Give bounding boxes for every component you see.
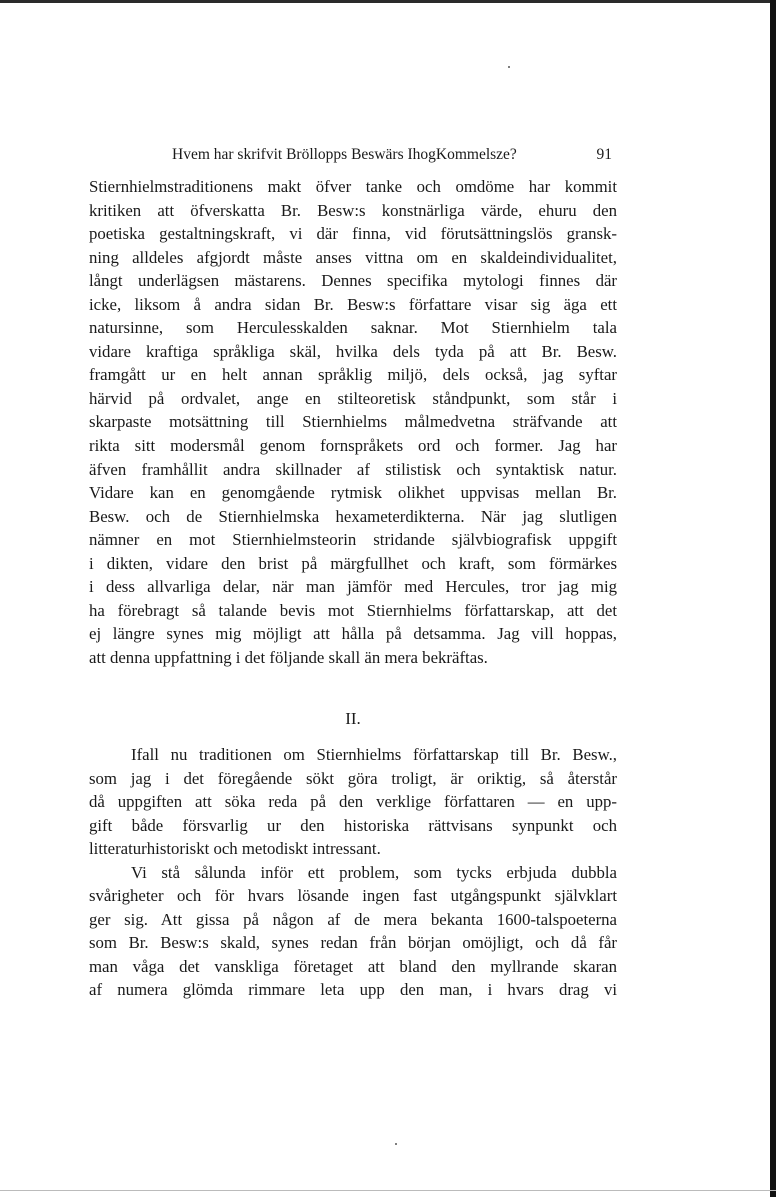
text-line: nämner en mot Stiernhielmsteorin stridande självbiografisk uppgift: [89, 530, 617, 550]
running-title: Hvem har skrifvit Bröllopps Beswärs IhogKommelsze?: [172, 146, 517, 163]
text-line: då uppgiften att söka reda på den verklige författaren — en upp-: [89, 792, 617, 812]
text-line: som jag i det föregående sökt göra troligt, är oriktig, så återstår: [89, 768, 617, 788]
text-line: icke, liksom å andra sidan Br. Besw:s författare visar sig äga ett: [89, 294, 617, 314]
page-number: 91: [596, 146, 612, 163]
paragraph-3: [89, 861, 617, 1002]
text-line: rikta sitt modersmål genom fornspråkets ord och former. Jag har: [89, 436, 617, 456]
text-line: vidare kraftiga språkliga skäl, hvilka dels tyda på att Br. Besw.: [89, 341, 617, 361]
text-line: kritiken att öfverskatta Br. Besw:s konstnärliga värde, ehuru den: [89, 200, 617, 220]
text-line: framgått ur en helt annan språklig miljö, dels också, jag syftar: [89, 365, 617, 385]
text-line: Stiernhielmstraditionens makt öfver tanke och omdöme har kommit: [89, 177, 617, 196]
text-line: litteraturhistoriskt och metodiskt intressant.: [89, 839, 381, 859]
text-line: att denna uppfattning i det följande skall än mera bekräftas.: [89, 647, 488, 667]
text-line: Besw. och de Stiernhielmska hexameterdikterna. När jag slutligen: [89, 506, 617, 526]
scan-border-bottom: [0, 1190, 776, 1191]
text-line: i dikten, vidare den brist på märgfullhet och kraft, som förmärkes: [89, 553, 617, 573]
scan-border-right: [770, 0, 776, 1197]
text-line: man våga det vanskliga företaget att bland den myllrande skaran: [89, 956, 617, 976]
scan-speck: [508, 66, 510, 68]
text-line: ger sig. Att gissa på någon af de mera bekanta 1600-talspoeterna: [89, 909, 617, 929]
text-line: Ifall nu traditionen om Stiernhielms författarskap till Br. Besw.,: [131, 745, 617, 764]
scan-border-top: [0, 0, 776, 3]
text-line: i dess allvarliga delar, när man jämför med Hercules, tror jag mig: [89, 577, 617, 597]
text-line: Vidare kan en genomgående rytmisk olikhet uppvisas mellan Br.: [89, 483, 617, 503]
text-line: långt underlägsen mästarens. Dennes specifika mytologi finnes där: [89, 271, 617, 291]
text-line: gift både försvarlig ur den historiska rättvisans synpunkt och: [89, 815, 617, 835]
section-body: [89, 743, 617, 1002]
text-line: Vi stå sålunda inför ett problem, som tycks erbjuda dubbla: [131, 862, 617, 882]
text-line: ej längre synes mig möjligt att hålla på detsamma. Jag vill hoppas,: [89, 624, 617, 644]
paragraph-1: [89, 175, 617, 669]
text-line: ha förebragt så talande bevis mot Stiernhielms författarskap, att det: [89, 600, 617, 620]
text-line: natursinne, som Herculesskalden saknar. Mot Stiernhielm tala: [89, 318, 617, 338]
text-line: ning alldeles afgjordt måste anses vittna om en skaldeindividualitet,: [89, 247, 617, 267]
text-line: svårigheter och för hvars lösande ingen fast utgångspunkt självklart: [89, 886, 617, 906]
text-line: som Br. Besw:s skald, synes redan från början omöjligt, och då får: [89, 933, 617, 953]
text-line: äfven framhållit andra skillnader af stilistisk och syntaktisk natur.: [89, 459, 617, 479]
section-heading: II.: [345, 709, 361, 728]
paragraph-2: [89, 743, 617, 861]
text-line: skarpaste motsättning till Stiernhielms målmedvetna sträfvande att: [89, 412, 617, 432]
text-line: härvid på ordvalet, ange en stilteoretisk ståndpunkt, som står i: [89, 388, 617, 408]
text-line: af numera glömda rimmare leta upp den man, i hvars drag vi: [89, 980, 617, 1000]
running-head: [172, 144, 612, 166]
text-line: poetiska gestaltningskraft, vi där finna, vid förutsättningslös gransk-: [89, 224, 617, 244]
scan-speck: [395, 1143, 397, 1145]
